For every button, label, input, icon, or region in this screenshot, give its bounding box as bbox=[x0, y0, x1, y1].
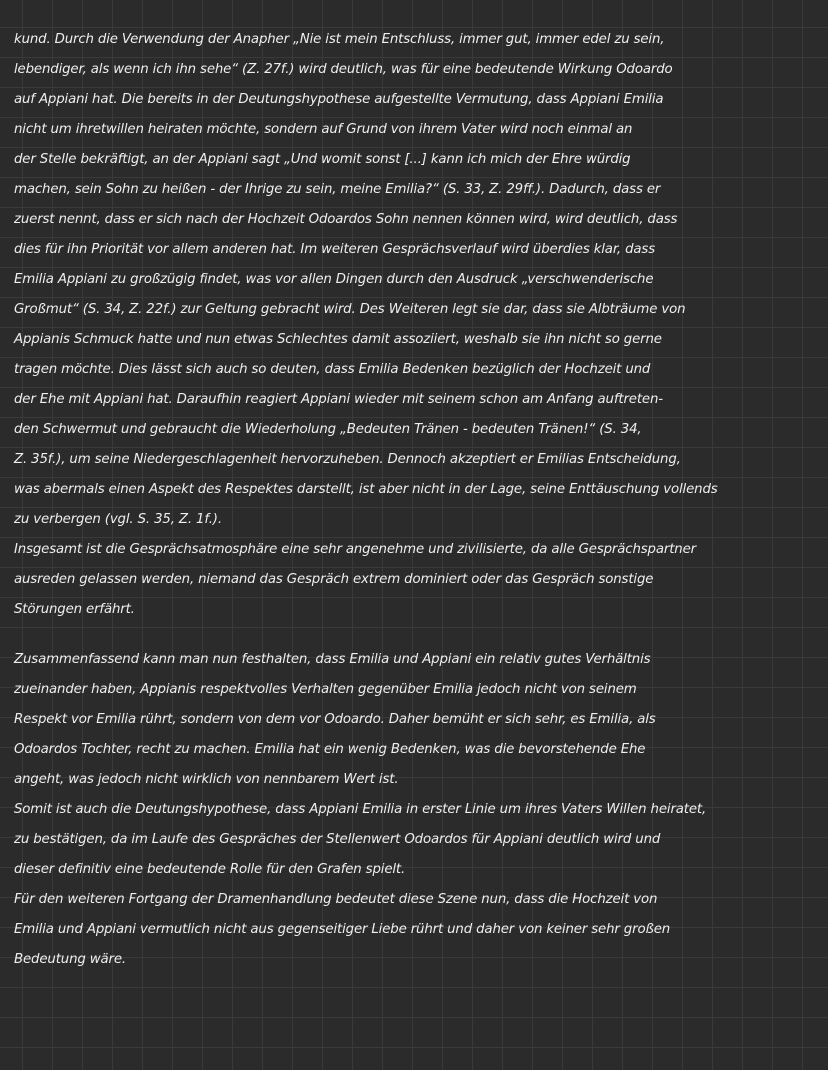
text-line: zu verbergen (vgl. S. 35, Z. 1f.). bbox=[14, 512, 222, 527]
text-line: den Schwermut und gebraucht die Wiederholung „Bedeuten Tränen - bedeuten Tränen!“ (S. 34, bbox=[14, 422, 642, 437]
text-line: nicht um ihretwillen heiraten möchte, sondern auf Grund von ihrem Vater wird noch einmal an bbox=[14, 122, 633, 137]
text-line: Zusammenfassend kann man nun festhalten, dass Emilia und Appiani ein relativ gutes Verhältnis bbox=[14, 652, 651, 667]
text-line: tragen möchte. Dies lässt sich auch so deuten, dass Emilia Bedenken bezüglich der Hochzeit und bbox=[14, 362, 651, 377]
text-line: Großmut“ (S. 34, Z. 22f.) zur Geltung gebracht wird. Des Weiteren legt sie dar, dass sie Albträume von bbox=[14, 302, 686, 317]
text-line: dieser definitiv eine bedeutende Rolle für den Grafen spielt. bbox=[14, 862, 406, 877]
text-line: was abermals einen Aspekt des Respektes darstellt, ist aber nicht in der Lage, seine Enttäuschung vollends bbox=[14, 482, 718, 497]
text-line: Emilia Appiani zu großzügig findet, was vor allen Dingen durch den Ausdruck „verschwenderische bbox=[14, 272, 654, 287]
text-line: Insgesamt ist die Gesprächsatmosphäre eine sehr angenehme und zivilisierte, da alle Gesprächspartner bbox=[14, 542, 696, 557]
text-line: Für den weiteren Fortgang der Dramenhandlung bedeutet diese Szene nun, dass die Hochzeit von bbox=[14, 892, 658, 907]
text-line: ausreden gelassen werden, niemand das Gespräch extrem dominiert oder das Gespräch sonstige bbox=[14, 572, 654, 587]
text-line: Störungen erfährt. bbox=[14, 602, 135, 617]
text-line: Odoardos Tochter, recht zu machen. Emilia hat ein wenig Bedenken, was die bevorstehende Ehe bbox=[14, 742, 646, 757]
text-line: Bedeutung wäre. bbox=[14, 952, 126, 967]
text-line: auf Appiani hat. Die bereits in der Deutungshypothese aufgestellte Vermutung, dass Appiani Emilia bbox=[14, 92, 664, 107]
analysis-paragraph bbox=[14, 25, 824, 625]
text-line: machen, sein Sohn zu heißen - der Ihrige zu sein, meine Emilia?“ (S. 33, Z. 29ff.). Dadurch, dass er bbox=[14, 182, 661, 197]
text-line: Emilia und Appiani vermutlich nicht aus gegenseitiger Liebe rührt und daher von keiner sehr großen bbox=[14, 922, 671, 937]
text-line: kund. Durch die Verwendung der Anapher „Nie ist mein Entschluss, immer gut, immer edel zu sein, bbox=[14, 32, 665, 47]
text-line: Somit ist auch die Deutungshypothese, dass Appiani Emilia in erster Linie um ihres Vaters Willen heiratet, bbox=[14, 802, 707, 817]
text-line: Respekt vor Emilia rührt, sondern von dem vor Odoardo. Daher bemüht er sich sehr, es Emilia, als bbox=[14, 712, 656, 727]
text-line: zueinander haben, Appianis respektvolles Verhalten gegenüber Emilia jedoch nicht von seinem bbox=[14, 682, 637, 697]
text-line: der Ehe mit Appiani hat. Daraufhin reagiert Appiani wieder mit seinem schon am Anfang auftreten- bbox=[14, 392, 663, 407]
text-line: Appianis Schmuck hatte und nun etwas Schlechtes damit assoziiert, weshalb sie ihn nicht so gerne bbox=[14, 332, 662, 347]
text-line: zuerst nennt, dass er sich nach der Hochzeit Odoardos Sohn nennen können wird, wird deutlich, dass bbox=[14, 212, 678, 227]
text-line: der Stelle bekräftigt, an der Appiani sagt „Und womit sonst [...] kann ich mich der Ehre würdig bbox=[14, 152, 631, 167]
text-line: zu bestätigen, da im Laufe des Gespräches der Stellenwert Odoardos für Appiani deutlich wird und bbox=[14, 832, 661, 847]
text-line: lebendiger, als wenn ich ihn sehe“ (Z. 27f.) wird deutlich, was für eine bedeutende Wirkung Odoardo bbox=[14, 62, 673, 77]
conclusion-paragraph bbox=[14, 645, 824, 975]
text-line: angeht, was jedoch nicht wirklich von nennbarem Wert ist. bbox=[14, 772, 399, 787]
text-line: dies für ihn Priorität vor allem anderen hat. Im weiteren Gesprächsverlauf wird überdies klar, dass bbox=[14, 242, 656, 257]
text-line: Z. 35f.), um seine Niedergeschlagenheit hervorzuheben. Dennoch akzeptiert er Emilias Entscheidung, bbox=[14, 452, 681, 467]
